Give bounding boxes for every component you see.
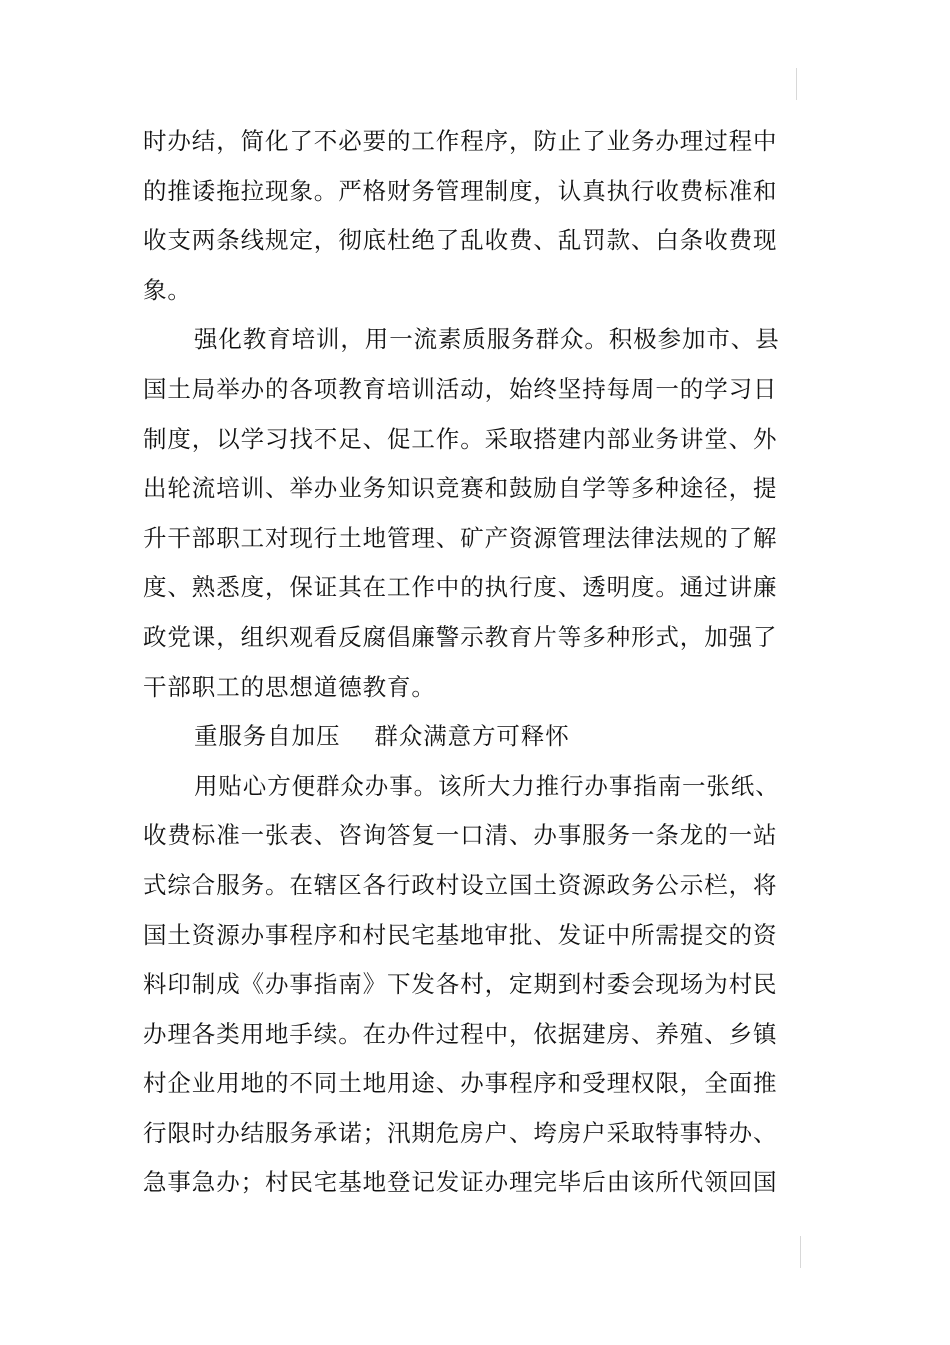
- paragraph-2: [143, 315, 780, 712]
- paragraph-line: 干部职工的思想道德教育。: [143, 672, 436, 701]
- paragraph-line: 度、熟悉度，保证其在工作中的执行度、透明度。通过讲廉: [143, 573, 778, 602]
- paragraph-line: 急事急办；村民宅基地登记发证办理完毕后由该所代领回国: [143, 1168, 778, 1197]
- paragraph-line: 村企业用地的不同土地用途、办事程序和受理权限，全面推: [143, 1069, 778, 1098]
- paragraph-line: 升干部职工对现行土地管理、矿产资源管理法律法规的了解: [143, 523, 778, 552]
- paragraph-3: [143, 762, 780, 1208]
- paragraph-line: 用贴心方便群众办事。该所大力推行办事指南一张纸、: [194, 771, 780, 800]
- page-edge-mark-top: [796, 68, 797, 100]
- paragraph-line: 料印制成《办事指南》下发各村，定期到村委会现场为村民: [143, 970, 778, 999]
- paragraph-line: 政党课，组织观看反腐倡廉警示教育片等多种形式，加强了: [143, 622, 778, 651]
- paragraph-line: 强化教育培训，用一流素质服务群众。积极参加市、县: [194, 325, 780, 354]
- section-heading-part-2: 群众满意方可释怀: [374, 722, 570, 751]
- paragraph-line: 制度，以学习找不足、促工作。采取搭建内部业务讲堂、外: [143, 424, 778, 453]
- page-edge-mark-bottom: [800, 1236, 801, 1268]
- paragraph-line: 收费标准一张表、咨询答复一口清、办事服务一条龙的一站: [143, 821, 778, 850]
- paragraph-line: 国土局举办的各项教育培训活动，始终坚持每周一的学习日: [143, 374, 778, 403]
- paragraph-line: 收支两条线规定，彻底杜绝了乱收费、乱罚款、白条收费现: [143, 226, 778, 255]
- section-heading: [143, 712, 743, 762]
- section-heading-part-1: 重服务自加压: [194, 722, 341, 751]
- document-body: [143, 117, 780, 1208]
- paragraph-line: 出轮流培训、举办业务知识竞赛和鼓励自学等多种途径，提: [143, 474, 778, 503]
- paragraph-line: 象。: [143, 275, 192, 304]
- paragraph-line: 的推诿拖拉现象。严格财务管理制度，认真执行收费标准和: [143, 176, 778, 205]
- paragraph-1: [143, 117, 778, 315]
- paragraph-line: 行限时办结服务承诺；汛期危房户、垮房户采取特事特办、: [143, 1118, 778, 1147]
- paragraph-line: 国土资源办事程序和村民宅基地审批、发证中所需提交的资: [143, 920, 778, 949]
- paragraph-line: 时办结，简化了不必要的工作程序，防止了业务办理过程中: [143, 127, 778, 155]
- paragraph-line: 式综合服务。在辖区各行政村设立国土资源政务公示栏，将: [143, 870, 778, 899]
- paragraph-line: 办理各类用地手续。在办件过程中，依据建房、养殖、乡镇: [143, 1019, 778, 1048]
